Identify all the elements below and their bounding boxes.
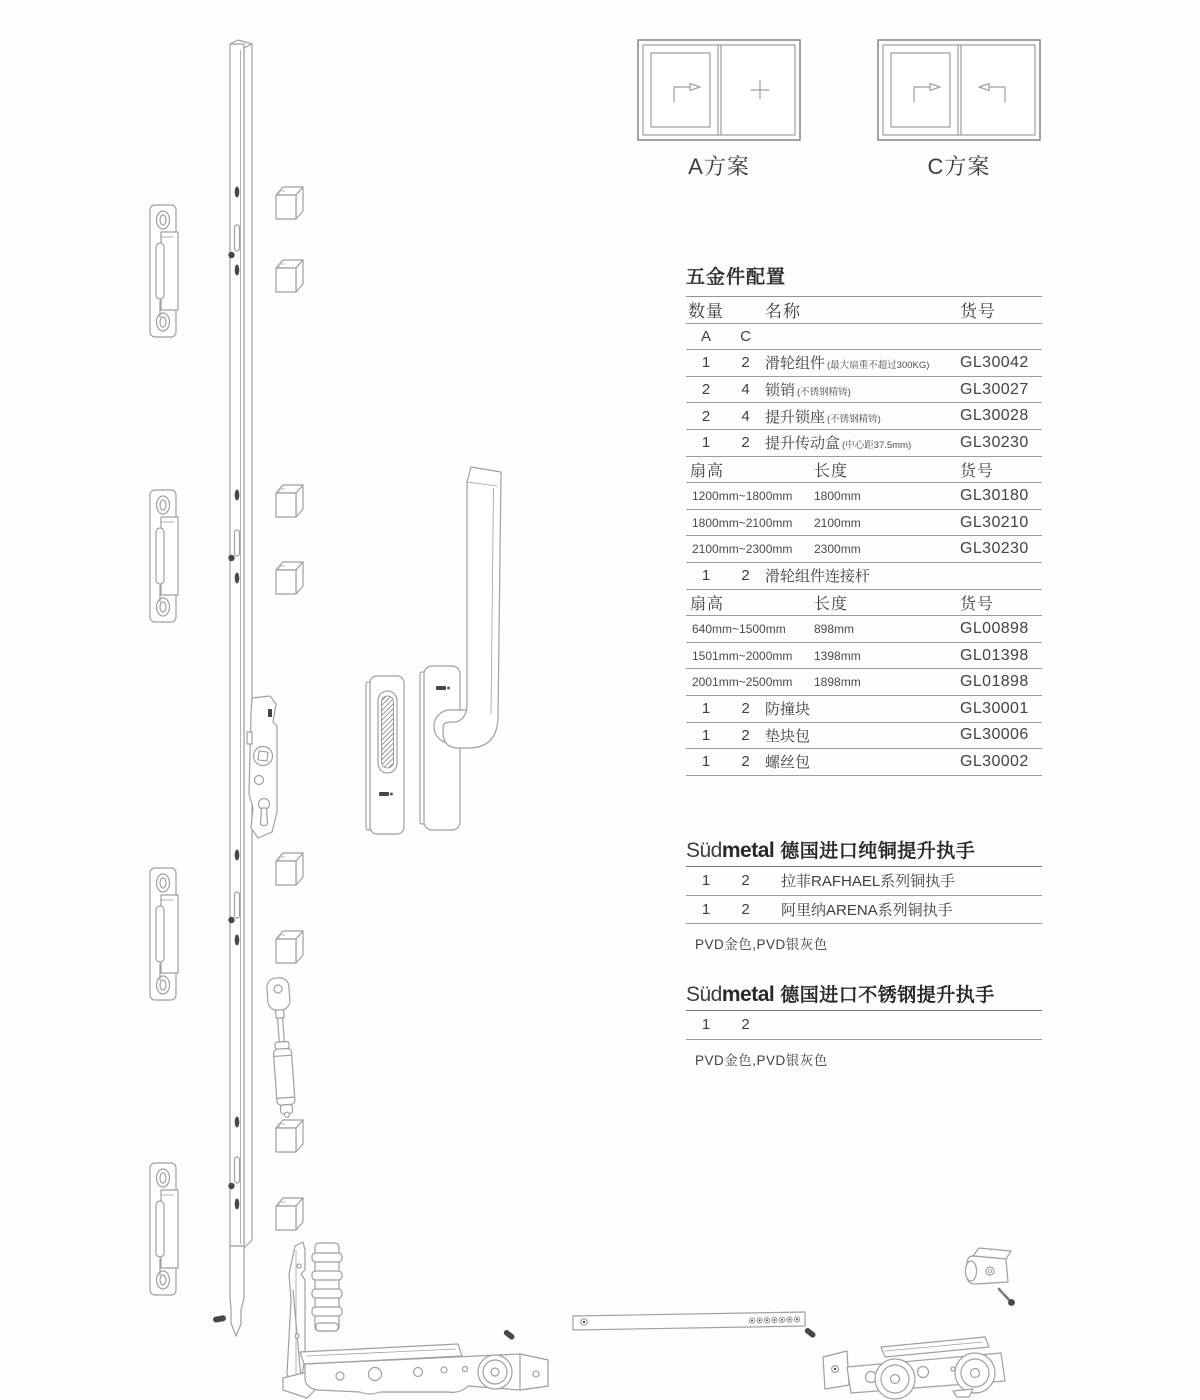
qty-a: 2 [701, 381, 711, 399]
section-title [686, 983, 1042, 1011]
part-name [765, 406, 960, 427]
part-code: GL30001 [960, 699, 1029, 717]
table-row [686, 616, 1042, 643]
table-row [686, 696, 1042, 723]
part-name: 螺丝包 [765, 754, 811, 772]
part-name: 拉菲RAFHAEL系列铜执手 [781, 873, 956, 891]
qty-c: 2 [741, 753, 750, 771]
qty-c: 2 [741, 1016, 750, 1034]
gas-strut-drawing [266, 977, 298, 1118]
table-row [686, 350, 1042, 377]
table-row [686, 403, 1042, 430]
qty-c: 4 [741, 407, 750, 425]
connecting-bar-drawing [573, 1312, 817, 1339]
qty-a: 1 [701, 434, 711, 452]
sash-range: 640mm~1500mm [692, 621, 786, 636]
brand-logo: Süd [686, 983, 722, 1006]
lock-keep-drawing-2 [150, 490, 178, 622]
part-code: GL01398 [960, 646, 1029, 664]
sash-range: 2001mm~2500mm [692, 675, 793, 690]
qty-c: 2 [741, 434, 750, 452]
table-row [686, 377, 1042, 404]
part-code: GL30230 [960, 433, 1029, 451]
qty-c: 4 [741, 381, 750, 399]
table-title: 五金件配置 [686, 266, 1042, 297]
brand-logo-bold: metal [721, 839, 775, 862]
qty-a: 1 [701, 354, 711, 372]
length-value: 1898mm [814, 675, 861, 690]
table-row [686, 643, 1042, 670]
table-row [686, 510, 1042, 537]
flush-pull-handle-drawing [366, 676, 404, 834]
screw-drawing [999, 1289, 1015, 1306]
part-note: (中心距37.5mm) [842, 440, 912, 452]
table-row [686, 867, 1042, 896]
length-value: 1398mm [814, 648, 861, 663]
col-sash-height: 扇高 [690, 462, 725, 480]
qty-c: 2 [741, 872, 750, 890]
sash-range: 1800mm~2100mm [692, 515, 793, 530]
part-code: GL30042 [960, 353, 1029, 371]
part-name-text: 提升锁座 [765, 408, 826, 426]
table-row [686, 896, 1042, 925]
table-section-header [686, 590, 1042, 617]
part-note: (最大扇重不超过300KG) [827, 360, 930, 372]
part-name-text: 提升传动盒 [765, 435, 841, 453]
qty-a: 1 [701, 1016, 711, 1034]
qty-a: 1 [701, 753, 711, 771]
table-row [686, 430, 1042, 457]
part-code: GL30210 [960, 513, 1029, 531]
brand-logo: Süd [686, 839, 722, 862]
col-name: 名称 [765, 302, 801, 322]
part-code: GL30027 [960, 380, 1029, 398]
length-value: 2100mm [814, 515, 861, 530]
table-row [686, 723, 1042, 750]
part-note: (不锈钢精铸) [797, 387, 851, 399]
part-name [765, 432, 960, 453]
qty-a: 1 [701, 726, 711, 744]
section-title-text: 德国进口不锈钢提升执手 [780, 985, 995, 1006]
table-row [686, 1011, 1042, 1040]
part-code: GL00898 [960, 619, 1029, 637]
finish-note: PVD金色,PVD银灰色 [695, 937, 828, 952]
qty-c: 2 [741, 726, 750, 744]
table-row [686, 669, 1042, 696]
col-length: 长度 [814, 595, 849, 613]
roller-carriage-drawing [823, 1337, 1005, 1399]
lock-pin-drawing-2 [276, 260, 303, 292]
table-row [686, 749, 1042, 776]
col-sash-height: 扇高 [690, 595, 725, 613]
qty-a: 1 [701, 567, 711, 585]
sub-a: A [700, 327, 711, 345]
scheme-c-diagram [878, 40, 1040, 140]
brand-logo-bold: metal [721, 983, 775, 1006]
lock-keep-drawing-4 [150, 1163, 178, 1295]
part-code: GL30230 [960, 540, 1029, 558]
sash-range: 1200mm~1800mm [692, 488, 793, 503]
col-qty: 数量 [688, 302, 724, 322]
sash-range: 1501mm~2000mm [692, 648, 793, 663]
lock-pin-drawing-5 [276, 853, 303, 885]
qty-c: 2 [741, 700, 750, 718]
lock-pin-drawing-3 [276, 485, 303, 517]
part-name: 防撞块 [765, 701, 811, 719]
table-row [686, 563, 1042, 590]
part-name: 阿里纳ARENA系列铜执手 [781, 901, 953, 919]
lock-pin-drawing-6 [276, 931, 303, 963]
hardware-config-table [686, 266, 1042, 776]
sash-range: 2100mm~2300mm [692, 542, 793, 557]
table-row [686, 483, 1042, 510]
part-code: GL30002 [960, 752, 1029, 770]
brand-section-stainless-handles [686, 983, 1042, 1069]
scheme-a-label: A方案 [688, 154, 750, 179]
lock-keep-drawing-1 [150, 205, 178, 337]
part-name [765, 352, 960, 373]
length-value: 1800mm [814, 488, 861, 503]
length-value: 2300mm [814, 542, 861, 557]
qty-a: 1 [701, 900, 711, 918]
qty-a: 2 [701, 407, 711, 425]
lock-pin-drawing-4 [276, 562, 303, 594]
lock-keep-drawing-3 [150, 868, 178, 1000]
part-code: GL30006 [960, 726, 1029, 744]
col-code: 货号 [960, 302, 996, 322]
part-code: GL30180 [960, 486, 1029, 504]
qty-a: 1 [701, 872, 711, 890]
sub-c: C [740, 327, 751, 345]
col-code: 货号 [960, 462, 995, 480]
lift-rail-drawing [213, 40, 252, 1336]
part-name: 垫块包 [765, 727, 811, 745]
length-value: 898mm [814, 621, 855, 636]
scheme-a-diagram [638, 40, 800, 140]
scheme-c-label: C方案 [927, 154, 991, 179]
col-length: 长度 [814, 462, 849, 480]
section-title-text: 德国进口纯铜提升执手 [780, 841, 976, 862]
lock-pin-drawing-7 [276, 1120, 303, 1152]
qty-a: 1 [701, 700, 711, 718]
section-title [686, 839, 1042, 867]
part-note: (不锈钢精铸) [827, 413, 881, 425]
part-code: GL30028 [960, 407, 1029, 425]
table-header-row [686, 297, 1042, 324]
table-section-header [686, 457, 1042, 484]
lock-pin-drawing-1 [276, 187, 303, 219]
part-name: 滑轮组件连接杆 [765, 568, 871, 586]
col-code: 货号 [960, 595, 995, 613]
qty-c: 2 [741, 567, 750, 585]
lock-pin-drawing-8 [276, 1198, 303, 1230]
part-code: GL01898 [960, 673, 1029, 691]
corner-bogie-drawing [283, 1242, 548, 1398]
finish-note: PVD金色,PVD银灰色 [695, 1052, 828, 1068]
part-name [765, 379, 960, 400]
qty-c: 2 [741, 354, 750, 372]
lift-handle-drawing [420, 467, 501, 830]
qty-c: 2 [741, 900, 750, 918]
anti-collision-block-drawing [966, 1248, 1012, 1284]
part-name-text: 锁销 [765, 382, 796, 400]
table-row [686, 536, 1042, 563]
brand-section-copper-handles [686, 839, 1042, 953]
part-name-text: 滑轮组件 [765, 355, 826, 373]
table-subheader-row [686, 324, 1042, 351]
